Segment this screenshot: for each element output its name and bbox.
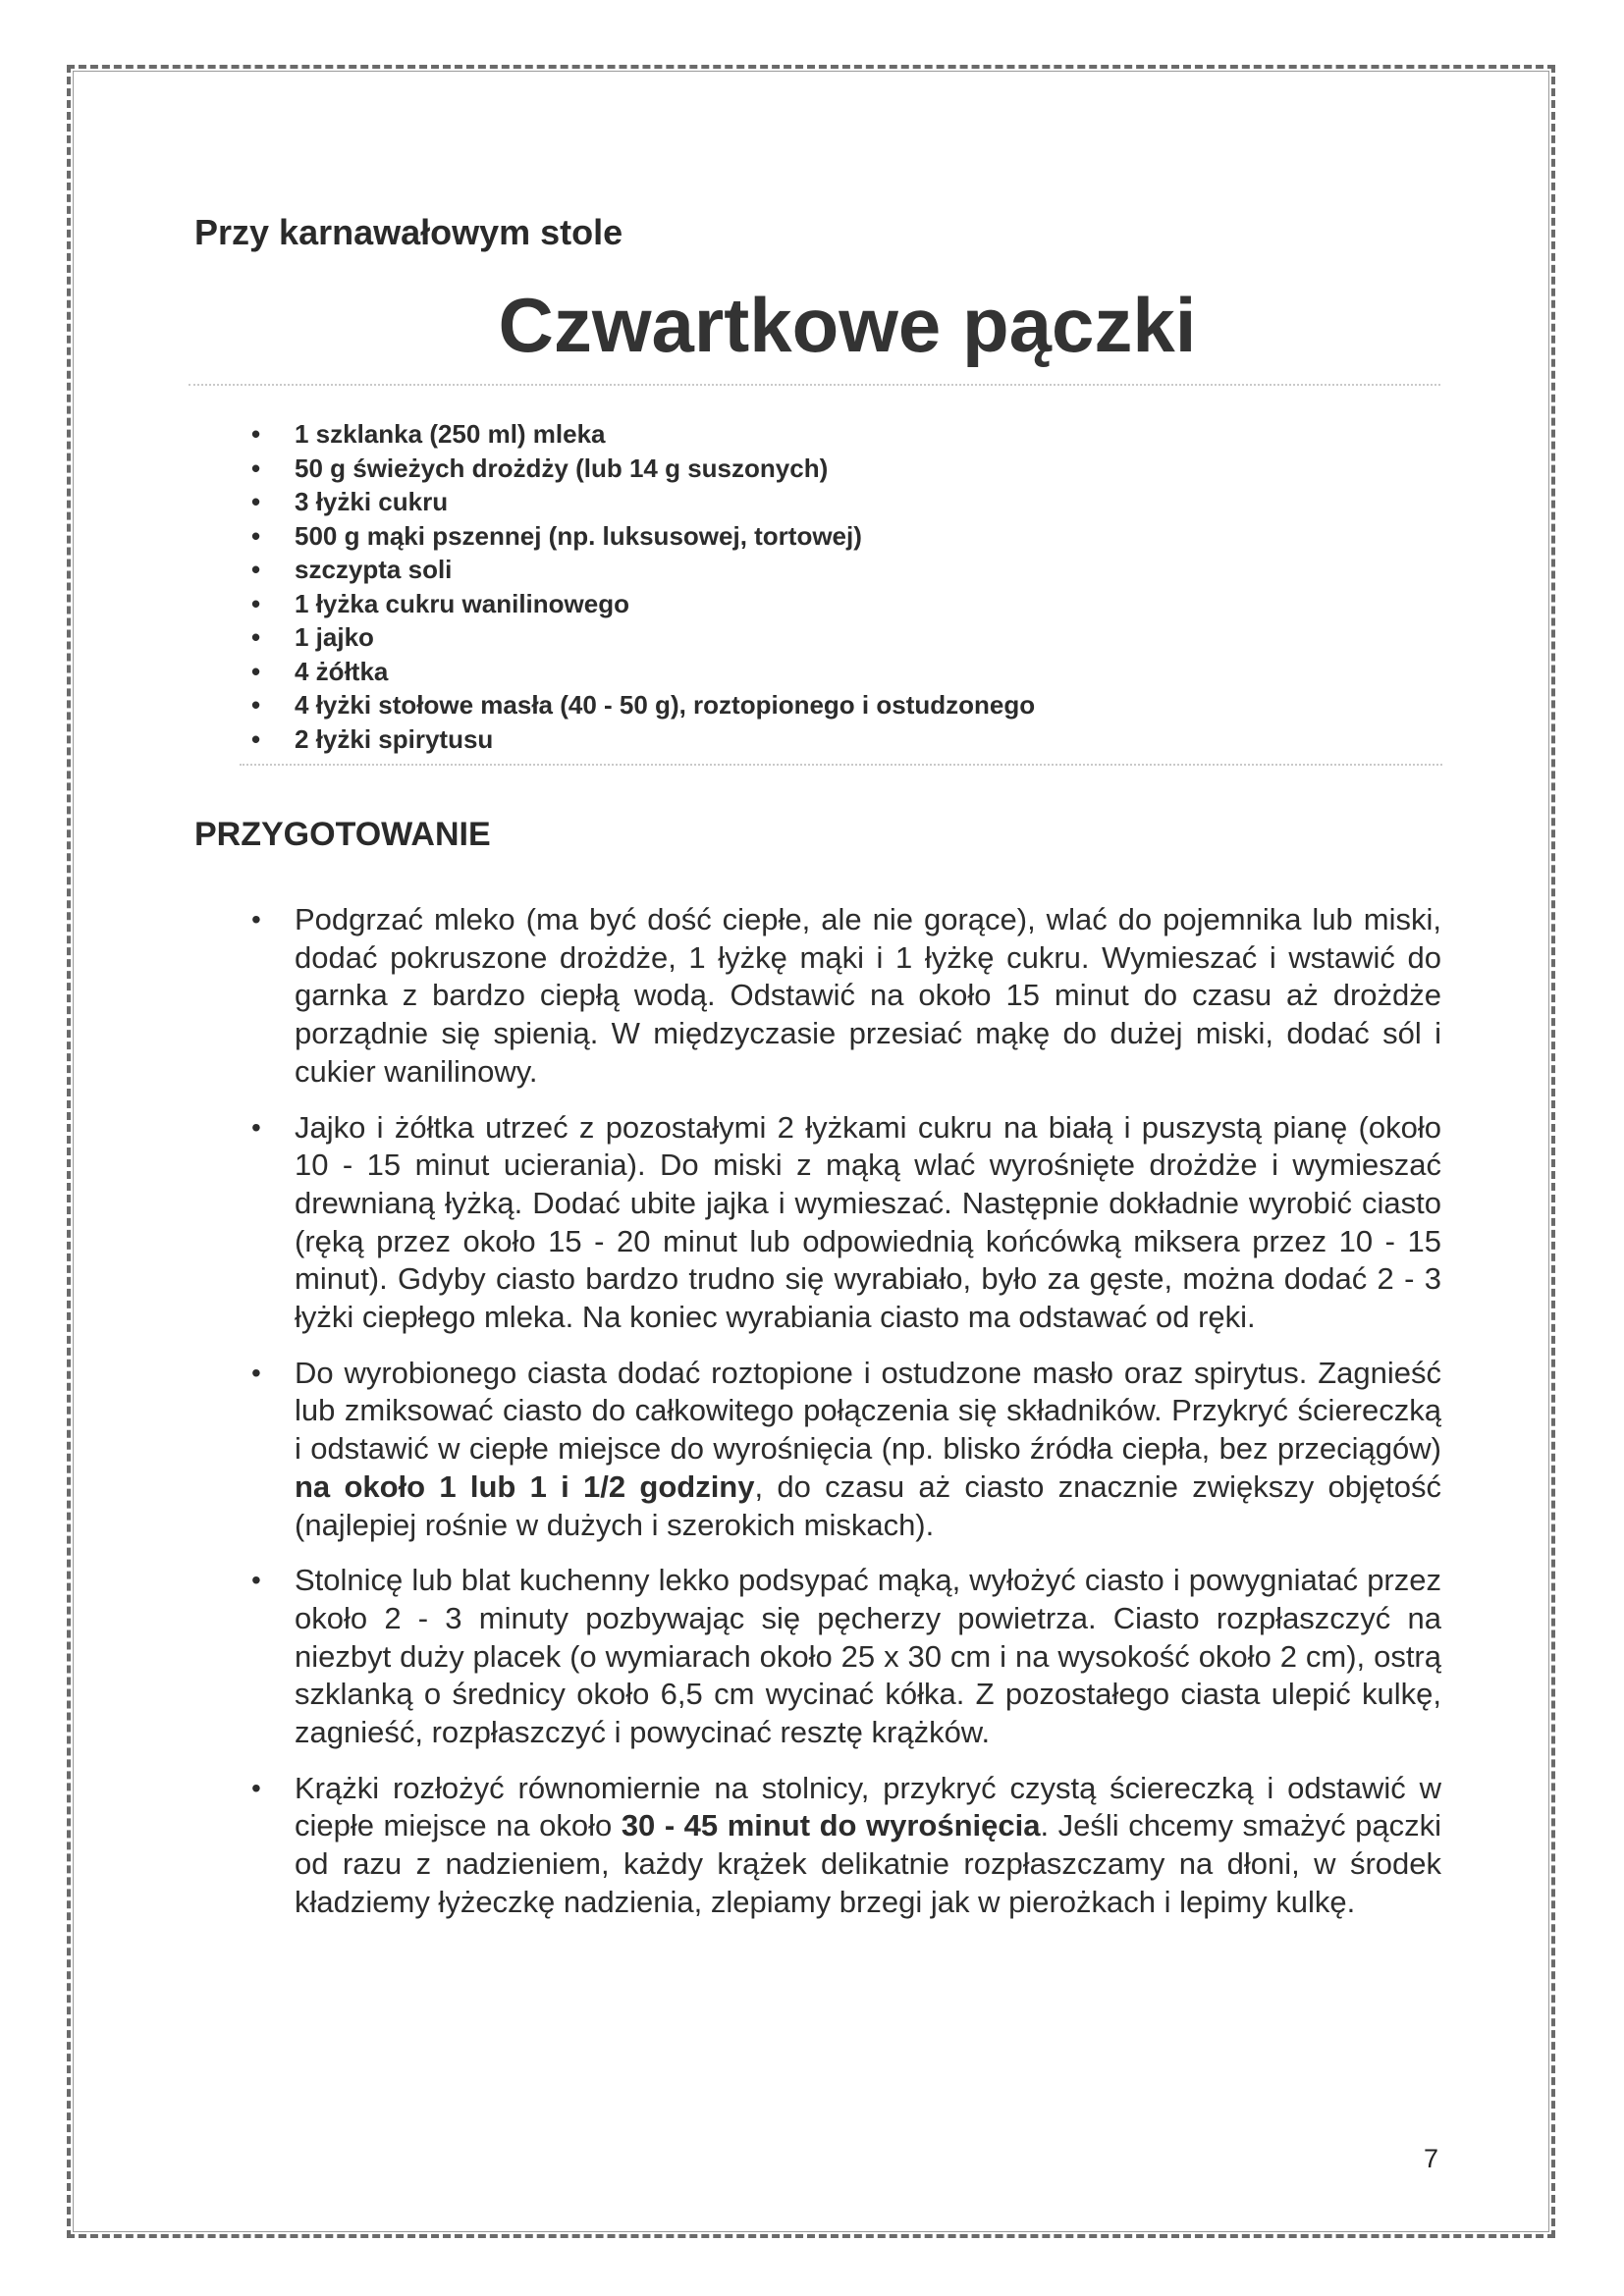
recipe-title: Czwartkowe pączki [498, 282, 1197, 368]
step-text: Stolnicę lub blat kuchenny lekko podsypać mąką, wyłożyć ciasto i powygniatać przez około 2 - 3 minuty pozbywając się pęcherzy powietrza. Ciasto rozpłaszczyć na niezbyt duży placek (o wymiarach około 25 x 30 cm i na wysokość około 2 cm), ostrą szklanką o średnicy około 6,5 cm wycinać kółka. Z pozostałego ciasta ulepić kulkę, zagnieść, rozpłaszczyć i powycinać resztę krążków. [295, 1563, 1441, 1750]
step-text: , do czasu aż ciasto znacznie zwiększy objętość (najlepiej rośnie w dużych i szerokich miskach). [295, 1468, 1442, 1542]
step-text: Do wyrobionego ciasta dodać roztopione i ostudzone masło oraz spirytus. Zagnieść lub zmiksować ciasto do całkowitego połączenia się składników. Przykryć ściereczką i odstawić w ciepłe miejsce do wyrośnięcia (np. blisko źródła ciepła, bez przeciągów) [295, 1355, 1441, 1467]
ingredient-item: • 1 jajko [295, 620, 1441, 655]
ingredient-item: • 4 żółtka [295, 655, 1441, 689]
ingredient-item: • 1 łyżka cukru wanilinowego [295, 587, 1441, 621]
section-title: Przy karnawałowym stole [194, 212, 623, 252]
step-item [295, 901, 1441, 1092]
ingredient-item: • 3 łyżki cukru [295, 485, 1441, 519]
step-item [295, 1562, 1441, 1752]
ingredients-list [194, 417, 1441, 756]
ingredient-item: • 1 szklanka (250 ml) mleka [295, 417, 1441, 452]
page-number: 7 [1424, 2144, 1439, 2173]
preparation-title: PRZYGOTOWANIE [194, 816, 491, 853]
step-text-bold: 30 - 45 minut do wyrośnięcia [621, 1808, 1041, 1843]
step-text-bold: na około 1 lub 1 i 1/2 godziny [295, 1468, 755, 1504]
step-item [295, 1109, 1441, 1337]
ingredient-item: • 500 g mąki pszennej (np. luksusowej, tortowej) [295, 519, 1441, 554]
preparation-steps [194, 901, 1441, 1922]
ingredient-item: • 50 g świeżych drożdży (lub 14 g suszonych) [295, 452, 1441, 486]
ingredient-item: • 4 łyżki stołowe masła (40 - 50 g), roztopionego i ostudzonego [295, 688, 1441, 722]
step-text: Jajko i żółtka utrzeć z pozostałymi 2 łyżkami cukru na białą i puszystą pianę (około 10 - 15 minut ucierania). Do miski z mąką wlać wyrośnięte drożdże i wymieszać drewnianą łyżką. Dodać ubite jajka i wymieszać. Następnie dokładnie wyrobić ciasto (ręką przez około 15 - 20 minut lub odpowiednią końcówką miksera przez 10 - 15 minut). Gdyby ciasto bardzo trudno się wyrabiało, było za gęste, można dodać 2 - 3 łyżki ciepłego mleka. Na koniec wyrabiania ciasto ma odstawać od ręki. [295, 1109, 1441, 1335]
recipe-page [194, 211, 1441, 1940]
title-divider [189, 384, 1440, 386]
step-text: Podgrzać mleko (ma być dość ciepłe, ale nie gorące), wlać do pojemnika lub miski, dodać pokruszone drożdże, 1 łyżkę mąki i 1 łyżkę cukru. Wymieszać i wstawić do garnka z bardzo ciepłą wodą. Odstawić na około 15 minut do czasu aż drożdże porządnie się spienią. W międzyczasie przesiać mąkę do dużej miski, dodać sól i cukier wanilinowy. [295, 902, 1441, 1089]
ingredient-item: • 2 łyżki spirytusu [295, 722, 1441, 757]
ingredients-divider [240, 764, 1442, 766]
ingredient-item: • szczypta soli [295, 553, 1441, 587]
step-text: . Jeśli chcemy smażyć pączki od razu z nadzieniem, każdy krążek delikatnie rozpłaszczamy na dłoni, w środek kładziemy łyżeczkę nadzienia, zlepiamy brzegi jak w pierożkach i lepimy kulkę. [295, 1808, 1441, 1919]
step-item [295, 1355, 1441, 1545]
step-item [295, 1770, 1441, 1922]
step-text: Krążki rozłożyć równomiernie na stolnicy, przykryć czystą ściereczką i odstawić w ciepłe miejsce na około [295, 1770, 1441, 1843]
